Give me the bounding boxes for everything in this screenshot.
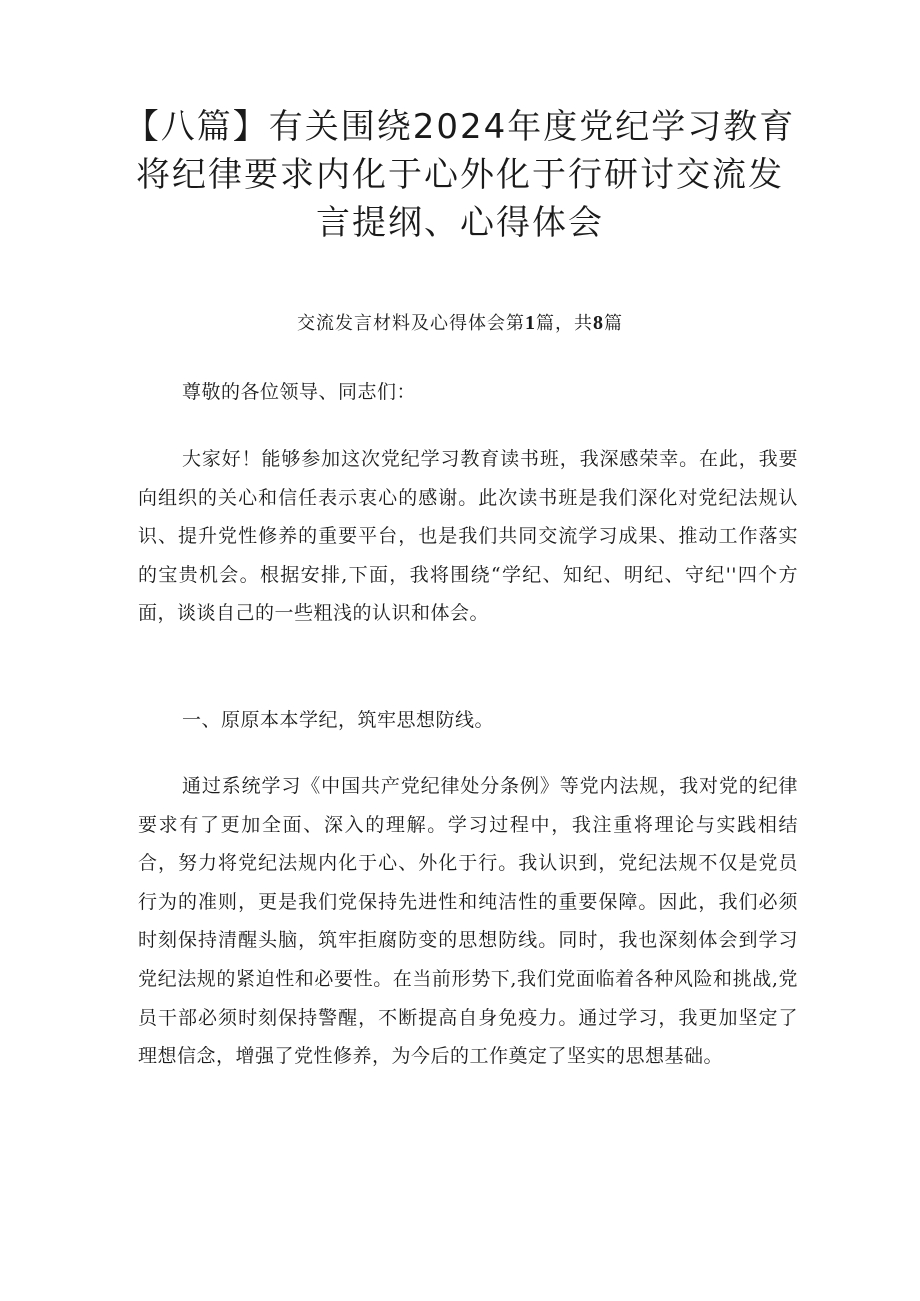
section-body-paragraph: 通过系统学习《中国共产党纪律处分条例》等党内法规，我对党的纪律要求有了更加全面、深入的理解。学习过程中，我注重将理论与实践相结合，努力将党纪法规内化于心、外化于行。我认识到，党纪法规不仅是党员行为的准则，更是我们党保持先进性和纯洁性的重要保障。因此，我们必须时刻保持清醒头脑，筑牢拒腐防变的思想防线。同时，我也深刻体会到学习党纪法规的紧迫性和必要性。在当前形势下,我们党面临着各种风险和挑战,党员干部必须时刻保持警醒，不断提高自身免疫力。通过学习，我更加坚定了理想信念，增强了党性修养，为今后的工作奠定了坚实的思想基础。 xyxy=(138,775,798,1068)
document-title xyxy=(120,103,800,247)
title-line-2: 将纪律要求内化于心外化于行研讨交流发 xyxy=(136,155,784,195)
section-heading: 一、原原本本学纪，筑牢思想防线。 xyxy=(182,709,495,731)
subtitle-middle: 篇，共 xyxy=(536,313,593,334)
subtitle-current-number: 1 xyxy=(525,312,536,334)
title-line-3: 言提纲、心得体会 xyxy=(316,203,604,243)
greeting-paragraph: 尊敬的各位领导、同志们： xyxy=(182,381,417,403)
subtitle-suffix: 篇 xyxy=(604,313,623,334)
subtitle-total-number: 8 xyxy=(593,312,604,334)
intro-paragraph: 大家好！能够参加这次党纪学习教育读书班，我深感荣幸。在此，我要向组织的关心和信任表示衷心的感谢。此次读书班是我们深化对党纪法规认识、提升党性修养的重要平台，也是我们共同交流学习成果、推动工作落实的宝贵机会。根据安排,下面，我将围绕“学纪、知纪、明纪、守纪''四个方面，谈谈自己的一些粗浅的认识和体会。 xyxy=(138,448,798,625)
document-subtitle xyxy=(120,310,800,337)
title-line-1: 【八篇】有关围绕2024年度党纪学习教育 xyxy=(124,107,796,147)
subtitle-prefix: 交流发言材料及心得体会第 xyxy=(297,313,525,334)
